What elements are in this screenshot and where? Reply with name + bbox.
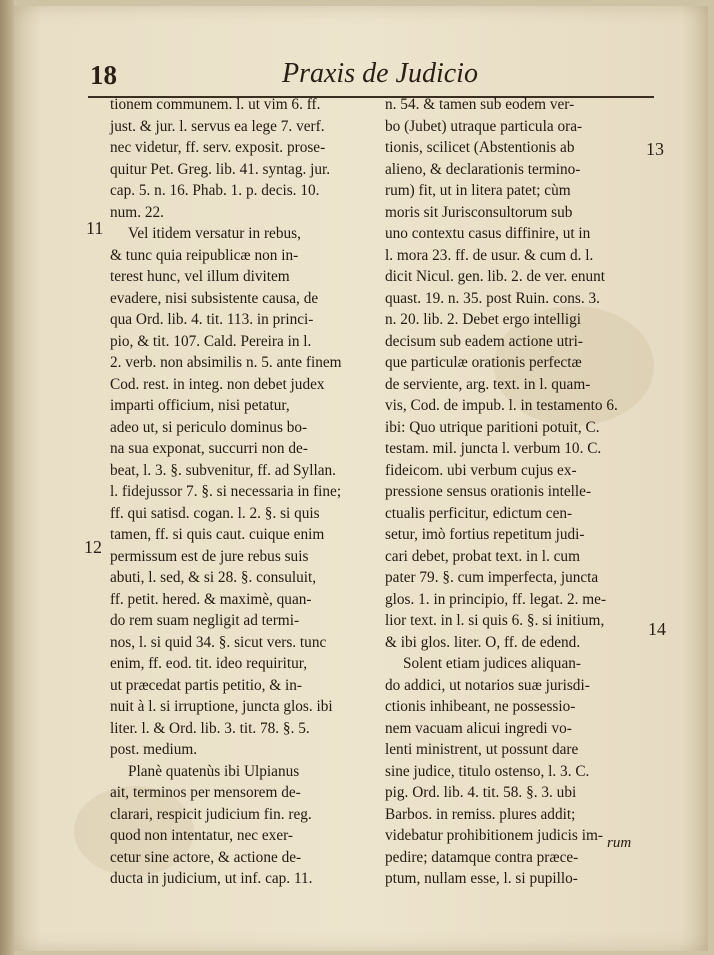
text-line: ctualis perficitur, edictum cen- <box>385 504 573 522</box>
text-line: tionem communem. l. ut vim 6. ff. <box>110 96 321 113</box>
text-line: & tunc quia reipublicæ non in- <box>110 246 299 264</box>
text-line: abuti, l. sed, & si 28. §. consuluit, <box>110 569 317 586</box>
text-line: videbatur prohibitionem judicis im- <box>385 827 603 844</box>
text-line: vis, Cod. de impub. l. in testamento 6. <box>385 397 618 414</box>
margin-number-12: 12 <box>84 537 102 557</box>
margin-number-14: 14 <box>648 619 666 639</box>
text-line: post. medium. <box>110 741 198 758</box>
text-line: glos. 1. in principio, ff. legat. 2. me- <box>385 590 607 608</box>
margin-number-11: 11 <box>86 218 104 238</box>
left-column <box>110 94 368 890</box>
text-line: quast. 19. n. 35. post Ruin. cons. 3. <box>385 289 601 307</box>
text-line: Barbos. in remiss. plures addit; <box>385 805 576 823</box>
text-line: pig. Ord. lib. 4. tit. 58. §. 3. ubi <box>385 784 577 801</box>
text-line: lenti ministrent, ut possunt dare <box>385 741 579 758</box>
text-line: pio, & tit. 107. Cald. Pereira in l. <box>110 332 312 350</box>
text-line: Cod. rest. in integ. non debet judex <box>110 375 325 393</box>
text-line: dicit Nicul. gen. lib. 2. de ver. enunt <box>385 268 606 285</box>
text-line: ducta in judicium, ut inf. cap. 11. <box>110 870 313 887</box>
text-line: beat, l. 3. §. subvenitur, ff. ad Syllan. <box>110 461 336 479</box>
text-line: ff. qui satisd. cogan. l. 2. §. si quis <box>110 504 320 522</box>
text-line: ibi: Quo utrique paritioni potuit, C. <box>385 418 600 436</box>
text-line: sine judice, titulo ostenso, l. 3. C. <box>385 762 590 780</box>
text-line: decisum sub eadem actione utri- <box>385 332 583 350</box>
text-line: de serviente, arg. text. in l. quam- <box>385 375 591 393</box>
text-line: pressione sensus orationis intelle- <box>385 483 592 500</box>
book-gutter <box>0 0 14 955</box>
text-line: cap. 5. n. 16. Phab. 1. p. decis. 10. <box>110 182 320 199</box>
text-line: ut præcedat partis petitio, & in- <box>110 676 303 694</box>
text-line: pater 79. §. cum imperfecta, juncta <box>385 569 599 586</box>
text-line: rum) fit, ut in litera patet; cùm <box>385 182 571 199</box>
text-line: do addici, ut notarios suæ jurisdi- <box>385 676 590 694</box>
text-line: 2. verb. non absimilis n. 5. ante finem <box>110 354 342 371</box>
text-line: uno contextu casus diffinire, ut in <box>385 225 591 242</box>
text-line: setur, imò fortius repetitum judi- <box>385 526 585 543</box>
text-line: pedire; datamque contra præce- <box>385 848 579 866</box>
text-line: nem vacuam alicui ingredi vo- <box>385 719 572 737</box>
text-line: ait, terminos per mensorem de- <box>110 784 301 801</box>
text-line: clarari, respicit judicium fin. reg. <box>110 805 312 823</box>
text-line: lior text. in l. si quis 6. §. si initium, <box>385 612 605 629</box>
text-line: imparti officium, nisi petatur, <box>110 397 290 414</box>
text-line: adeo ut, si periculo dominus bo- <box>110 418 308 436</box>
text-line: permissum est de jure rebus suis <box>110 547 309 565</box>
text-line: evadere, nisi subsistente causa, de <box>110 289 319 307</box>
text-line: nuit à l. si irruptione, juncta glos. ibi <box>110 698 333 715</box>
text-line: alieno, & declarationis termino- <box>385 160 581 178</box>
text-line: quitur Pet. Greg. lib. 41. syntag. jur. <box>110 160 331 178</box>
text-line: ptum, nullam esse, l. si pupillo- <box>385 870 578 887</box>
text-line: Planè quatenùs ibi Ulpianus <box>128 762 300 780</box>
text-line: ff. petit. hered. & maximè, quan- <box>110 590 312 608</box>
text-line: tionis, scilicet (Abstentionis ab <box>385 139 575 156</box>
text-line: nos, l. si quid 34. §. sicut vers. tunc <box>110 633 327 651</box>
text-line: que particulæ orationis perfectæ <box>385 354 582 371</box>
text-line: nec videtur, ff. serv. exposit. prose- <box>110 139 326 156</box>
text-line: cari debet, probat text. in l. cum <box>385 547 580 565</box>
text-line: l. mora 23. ff. de usur. & cum d. l. <box>385 246 594 264</box>
text-line: cetur sine actore, & actione de- <box>110 848 302 866</box>
text-line: fideicom. ubi verbum cujus ex- <box>385 461 577 479</box>
text-line: num. 22. <box>110 203 164 221</box>
text-line: just. & jur. l. servus ea lege 7. verf. <box>110 117 325 135</box>
text-line: bo (Jubet) utraque particula ora- <box>385 117 583 135</box>
text-line: na sua exponat, succurri non de- <box>110 440 308 457</box>
text-line: n. 54. & tamen sub eodem ver- <box>385 96 575 113</box>
page-number: 18 <box>90 60 117 90</box>
text-line: n. 20. lib. 2. Debet ergo intelligi <box>385 311 581 328</box>
text-line: terest hunc, vel illum divitem <box>110 268 290 285</box>
text-line: qua Ord. lib. 4. tit. 113. in princi- <box>110 311 314 328</box>
text-line: Vel itidem versatur in rebus, <box>128 225 301 242</box>
right-column <box>385 94 643 890</box>
margin-number-13: 13 <box>646 139 664 159</box>
text-line: testam. mil. juncta l. verbum 10. C. <box>385 440 602 457</box>
text-line: quod non intentatur, nec exer- <box>110 827 294 844</box>
catchword: rum <box>607 835 632 851</box>
text-line: tamen, ff. si quis caut. cuique enim <box>110 526 325 543</box>
text-line: moris sit Jurisconsultorum sub <box>385 203 573 221</box>
text-line: do rem suam negligit ad termi- <box>110 612 300 629</box>
text-line: enim, ff. eod. tit. ideo requiritur, <box>110 655 308 672</box>
text-line: liter. l. & Ord. lib. 3. tit. 78. §. 5. <box>110 719 310 737</box>
text-line: Solent etiam judices aliquan- <box>403 655 581 672</box>
running-head: Praxis de Judicio <box>282 58 478 89</box>
text-line: l. fidejussor 7. §. si necessaria in fine; <box>110 483 342 500</box>
text-line: ctionis inhibeant, ne possessio- <box>385 698 576 715</box>
text-line: & ibi glos. liter. O, ff. de edend. <box>385 633 581 651</box>
